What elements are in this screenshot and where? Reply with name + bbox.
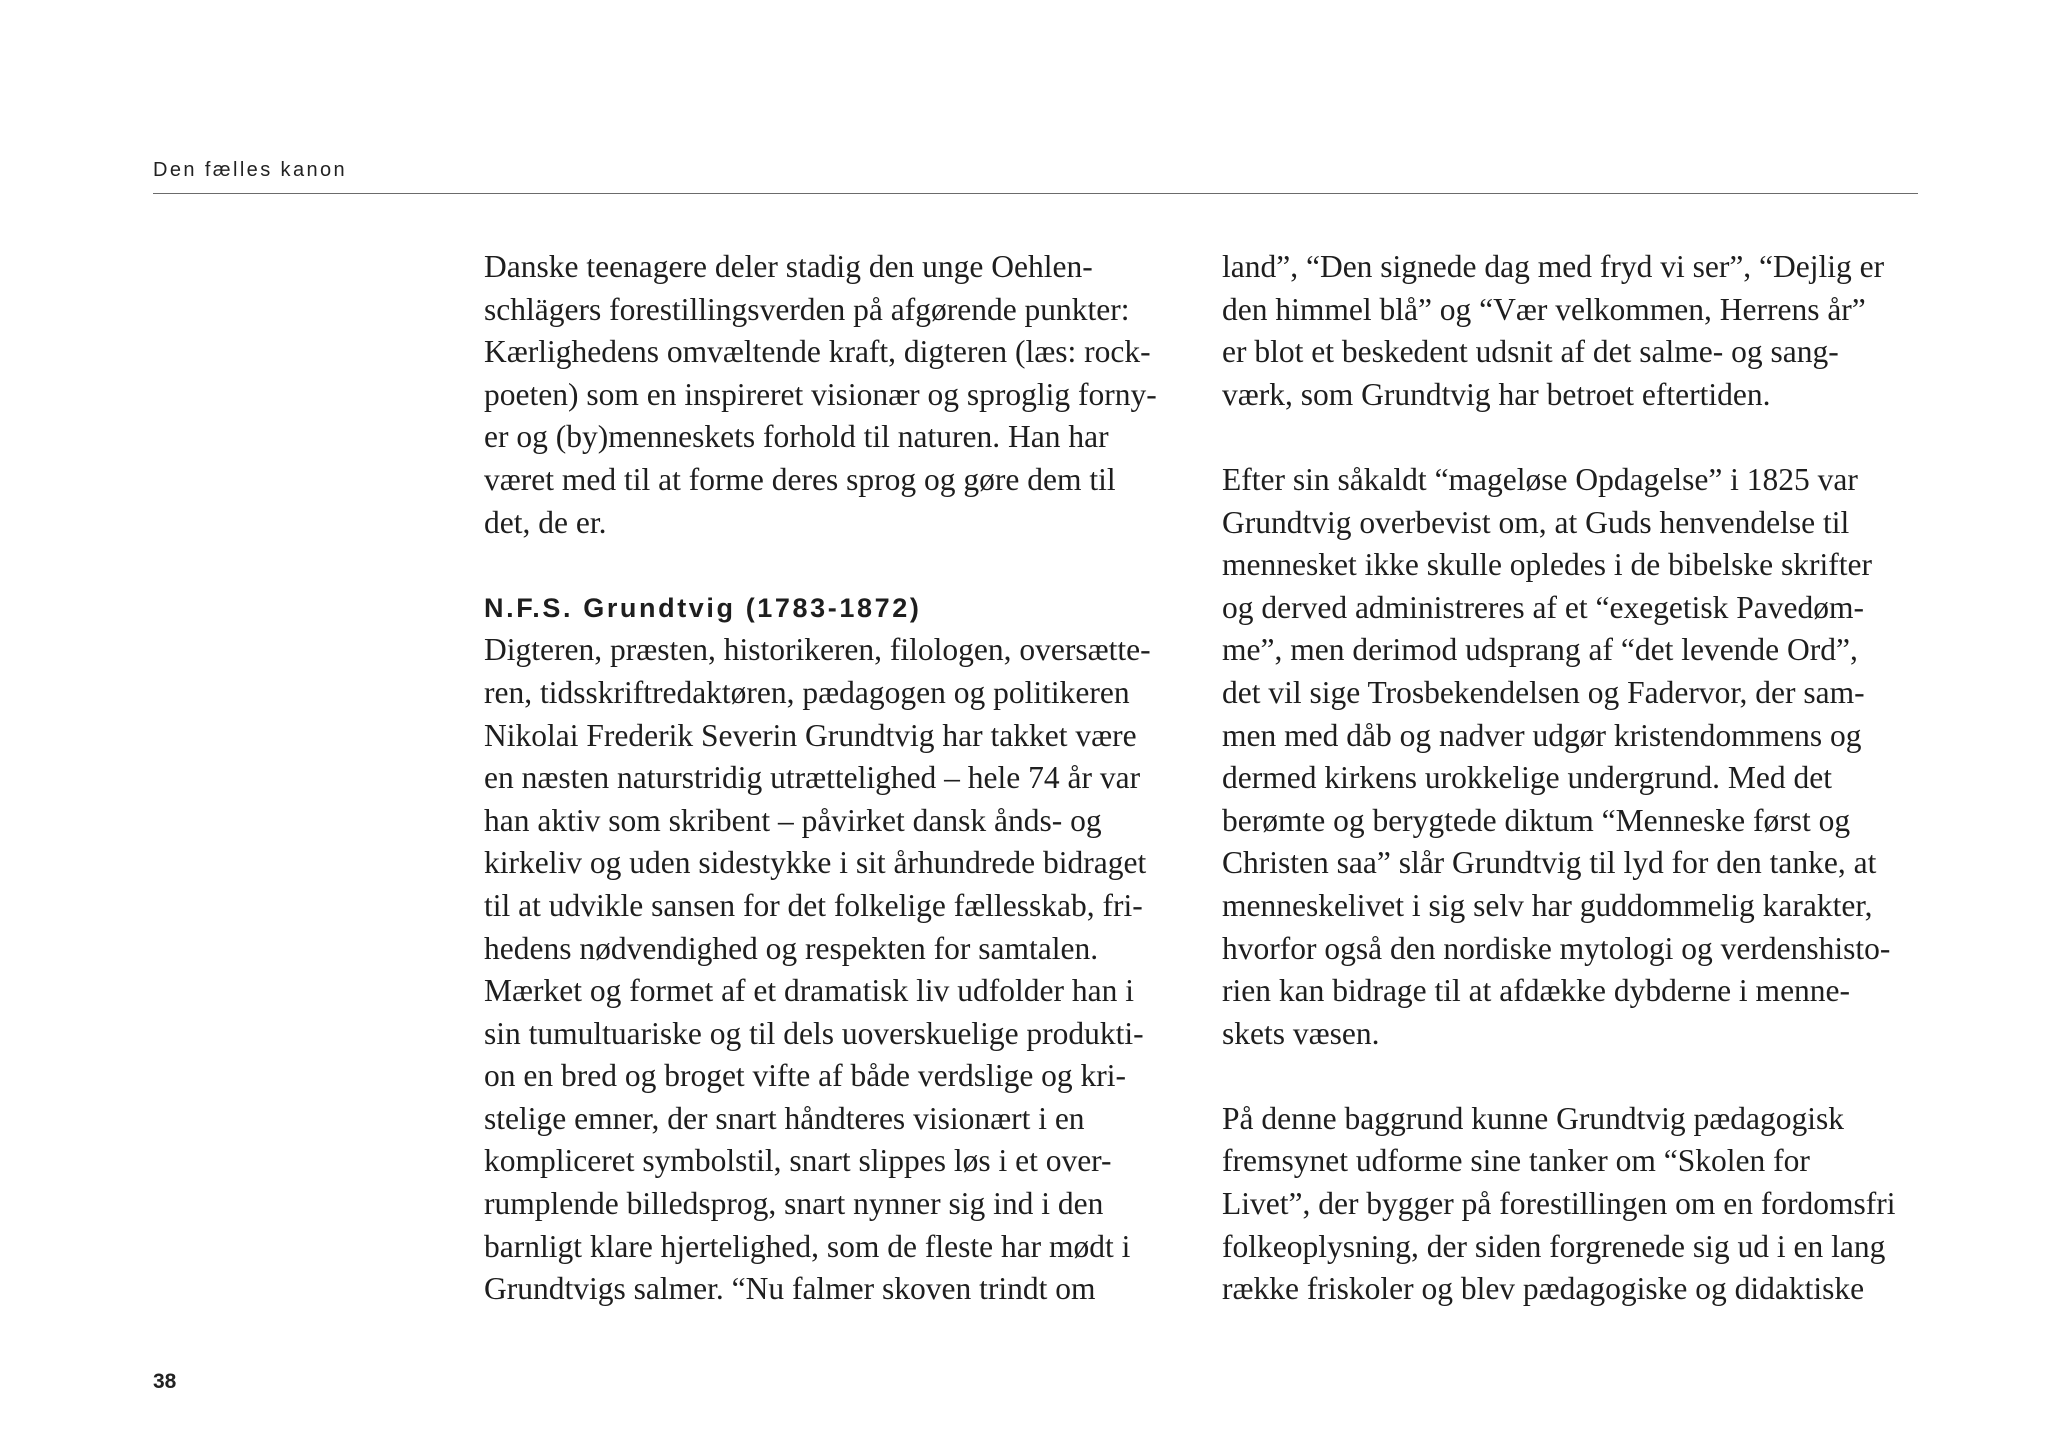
paragraph-oehlenschlaeger [484, 246, 1184, 544]
text-line: mennesket ikke skulle opledes i de bibelske skrifter [1222, 547, 1872, 583]
text-line: kirkeliv og uden sidestykke i sit århundrede bidraget [484, 845, 1147, 881]
text-line: Kærlighedens omvæltende kraft, digteren (læs: rock- [484, 334, 1151, 370]
text-line: schlägers forestillingsverden på afgørende punkter: [484, 291, 1130, 327]
text-line: sin tumultuariske og til dels uoverskuelige produkti- [484, 1015, 1144, 1051]
text-line: men med dåb og nadver udgør kristendommens og [1222, 717, 1862, 753]
section-heading: N.F.S. Grundtvig (1783-1872) [484, 592, 922, 623]
paragraph-school-for-life [1222, 1098, 1922, 1311]
text-line: Mærket og formet af et dramatisk liv udfolder han i [484, 973, 1134, 1009]
text-line: hvorfor også den nordiske mytologi og verdenshisto- [1222, 930, 1891, 966]
text-line: dermed kirkens urokkelige undergrund. Med det [1222, 760, 1833, 796]
text-line: hedens nødvendighed og respekten for samtalen. [484, 930, 1099, 966]
text-line: og derved administreres af et “exegetisk Pavedøm- [1222, 589, 1865, 625]
text-line: on en bred og broget vifte af både verdslige og kri- [484, 1058, 1127, 1094]
text-line: det vil sige Trosbekendelsen og Fadervor, der sam- [1222, 674, 1865, 710]
text-line: Efter sin såkaldt “mageløse Opdagelse” i 1825 var [1222, 461, 1858, 497]
text-line: værk, som Grundtvig har betroet eftertiden. [1222, 376, 1771, 412]
text-line: berømte og berygtede diktum “Menneske først og [1222, 802, 1851, 838]
text-line: menneskelivet i sig selv har guddommelig karakter, [1222, 887, 1873, 923]
text-line: Christen saa” slår Grundtvig til lyd for den tanke, at [1222, 845, 1877, 881]
text-line: poeten) som en inspireret visionær og sproglig forny- [484, 376, 1157, 412]
paragraph-grundtvig-intro [484, 629, 1184, 1311]
text-line: er og (by)menneskets forhold til naturen. Han har [484, 419, 1109, 455]
text-line: folkeoplysning, der siden forgrenede sig ud i en lang [1222, 1228, 1886, 1264]
text-line: han aktiv som skribent – påvirket dansk ånds- og [484, 802, 1102, 838]
text-line: rumplende billedsprog, snart nynner sig ind i den [484, 1186, 1104, 1222]
text-line: er blot et beskedent udsnit af det salme- og sang- [1222, 334, 1839, 370]
text-line: været med til at forme deres sprog og gøre dem til [484, 461, 1116, 497]
text-line: Digteren, præsten, historikeren, filologen, oversætte- [484, 632, 1151, 668]
text-line: Grundtvig overbevist om, at Guds henvendelse til [1222, 504, 1850, 540]
paragraph-gap [484, 544, 1184, 587]
text-line: rien kan bidrage til at afdække dybderne i menne- [1222, 973, 1851, 1009]
text-line: stelige emner, der snart håndteres visionært i en [484, 1100, 1085, 1136]
text-line: barnligt klare hjertelighed, som de fleste har mødt i [484, 1228, 1131, 1264]
paragraph-gap [1222, 416, 1922, 459]
running-head: Den fælles kanon [153, 159, 348, 181]
text-line: land”, “Den signede dag med fryd vi ser”, “Dejlig er [1222, 249, 1885, 284]
text-line: den himmel blå” og “Vær velkommen, Herrens år” [1222, 291, 1866, 327]
paragraph-gap [1222, 1055, 1922, 1098]
text-line: Grundtvigs salmer. “Nu falmer skoven trindt om [484, 1271, 1096, 1307]
paragraph-discovery [1222, 459, 1922, 1055]
text-line: fremsynet udforme sine tanker om “Skolen for [1222, 1143, 1810, 1179]
text-line: skets væsen. [1222, 1015, 1380, 1051]
text-line: me”, men derimod udsprang af “det levende Ord”, [1222, 632, 1858, 668]
text-line: til at udvikle sansen for det folkelige fællesskab, fri- [484, 887, 1143, 923]
text-line: Danske teenagere deler stadig den unge Oehlen- [484, 249, 1093, 284]
paragraph-hymns [1222, 246, 1922, 416]
text-line: Nikolai Frederik Severin Grundtvig har takket være [484, 717, 1137, 753]
text-line: række friskoler og blev pædagogiske og didaktiske [1222, 1271, 1865, 1307]
text-line: en næsten naturstridig utrættelighed – hele 74 år var [484, 760, 1141, 796]
header-rule [153, 193, 1918, 194]
text-line: ren, tidsskriftredaktøren, pædagogen og politikeren [484, 674, 1130, 710]
text-line: Livet”, der bygger på forestillingen om en fordomsfri [1222, 1186, 1896, 1222]
text-line: På denne baggrund kunne Grundtvig pædagogisk [1222, 1100, 1845, 1136]
text-line: det, de er. [484, 504, 607, 540]
right-column [1222, 246, 1922, 1311]
page-number: 38 [153, 1370, 177, 1393]
text-line: kompliceret symbolstil, snart slippes løs i et over- [484, 1143, 1112, 1179]
left-column [484, 246, 1184, 1311]
